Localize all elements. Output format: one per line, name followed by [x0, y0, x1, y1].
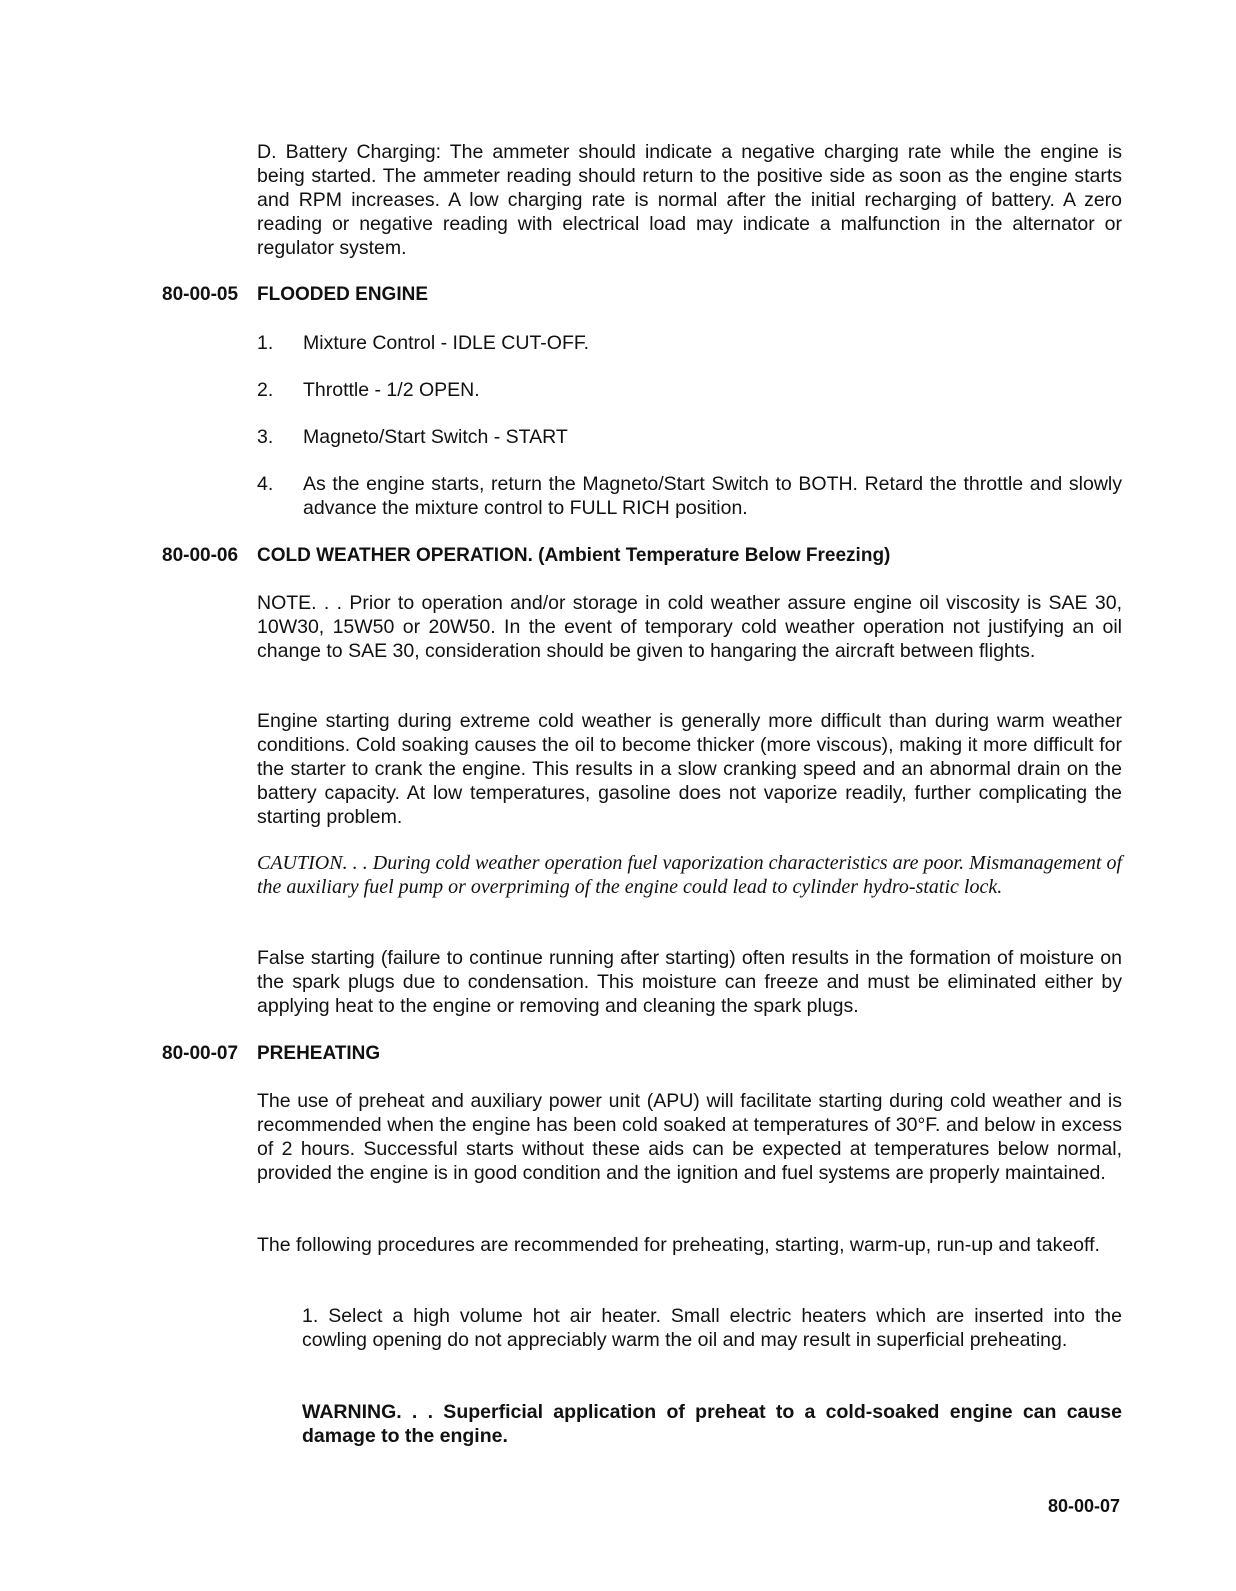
- list-item-text: Magneto/Start Switch - START: [303, 426, 568, 448]
- procedures-paragraph: The following procedures are recommended for preheating, starting, warm-up, run-up and takeoff.: [257, 1234, 1100, 1256]
- list-item: [257, 378, 1122, 402]
- list-item: [257, 331, 1122, 355]
- battery-charging-paragraph: D. Battery Charging: The ammeter should indicate a negative charging rate while the engine is being started. The ammeter reading should return to the positive side as soon as the engine starts and RPM increases. A low charging rate is normal after the initial recharging of battery. A zero reading or negative reading with electrical load may indicate a malfunction in the alternator or regulator system.: [257, 141, 1122, 259]
- section-title: FLOODED ENGINE: [257, 284, 429, 305]
- section-heading-preheating: [162, 1043, 380, 1065]
- list-item-number: 2.: [257, 379, 274, 401]
- list-item-text: As the engine starts, return the Magneto/Start Switch to BOTH. Retard the throttle and slowly advance the mixture control to FULL RICH position.: [303, 473, 1122, 519]
- preheat-step-1: 1. Select a high volume hot air heater. Small electric heaters which are inserted into the cowling opening do not appreciably warm the oil and may result in superficial preheating.: [302, 1305, 1122, 1351]
- section-title: PREHEATING: [257, 1043, 381, 1064]
- list-item: [257, 425, 1122, 449]
- list-item: [257, 472, 1122, 520]
- section-code: 80-00-05: [162, 284, 239, 305]
- cold-start-paragraph: Engine starting during extreme cold weather is generally more difficult than during warm weather conditions. Cold soaking causes the oil to become thicker (more viscous), making it more difficult for the starter to crank the engine. This results in a slow cranking speed and an abnormal drain on the battery capacity. At low temperatures, gasoline does not vaporize readily, further complicating the starting problem.: [257, 710, 1122, 828]
- section-code: 80-00-07: [162, 1043, 239, 1064]
- section-code: 80-00-06: [162, 545, 239, 566]
- section-heading-cold-weather: [162, 545, 890, 567]
- warning-paragraph: WARNING. . . Superficial application of preheat to a cold-soaked engine can cause damage to the engine.: [302, 1401, 1122, 1447]
- list-item-text: Throttle - 1/2 OPEN.: [303, 379, 480, 401]
- list-item-number: 3.: [257, 426, 274, 448]
- preheat-paragraph: The use of preheat and auxiliary power unit (APU) will facilitate starting during cold weather and is recommended when the engine has been cold soaked at temperatures of 30°F. and below in excess of 2 hours. Successful starts without these aids can be expected at temperatures below normal, provided the engine is in good condition and the ignition and fuel systems are properly maintained.: [257, 1090, 1122, 1184]
- false-starting-paragraph: False starting (failure to continue running after starting) often results in the formation of moisture on the spark plugs due to condensation. This moisture can freeze and must be eliminated either by applying heat to the engine or removing and cleaning the spark plugs.: [257, 947, 1122, 1017]
- section-heading-flooded-engine: [162, 284, 428, 306]
- section-title: COLD WEATHER OPERATION. (Ambient Temperature Below Freezing): [257, 545, 891, 566]
- note-paragraph: NOTE. . . Prior to operation and/or storage in cold weather assure engine oil viscosity is SAE 30, 10W30, 15W50 or 20W50. In the event of temporary cold weather operation not justifying an oil change to SAE 30, consideration should be given to hangaring the aircraft between flights.: [257, 592, 1122, 662]
- page-number: 80-00-07: [1047, 1496, 1120, 1516]
- list-item-number: 4.: [257, 473, 274, 495]
- list-item-number: 1.: [257, 332, 274, 354]
- list-item-text: Mixture Control - IDLE CUT-OFF.: [303, 332, 590, 354]
- caution-paragraph: CAUTION. . . During cold weather operation fuel vaporization characteristics are poor. Mismanagement of the auxiliary fuel pump or overpriming of the engine could lead to cylinder hydro-static lock.: [257, 852, 1122, 898]
